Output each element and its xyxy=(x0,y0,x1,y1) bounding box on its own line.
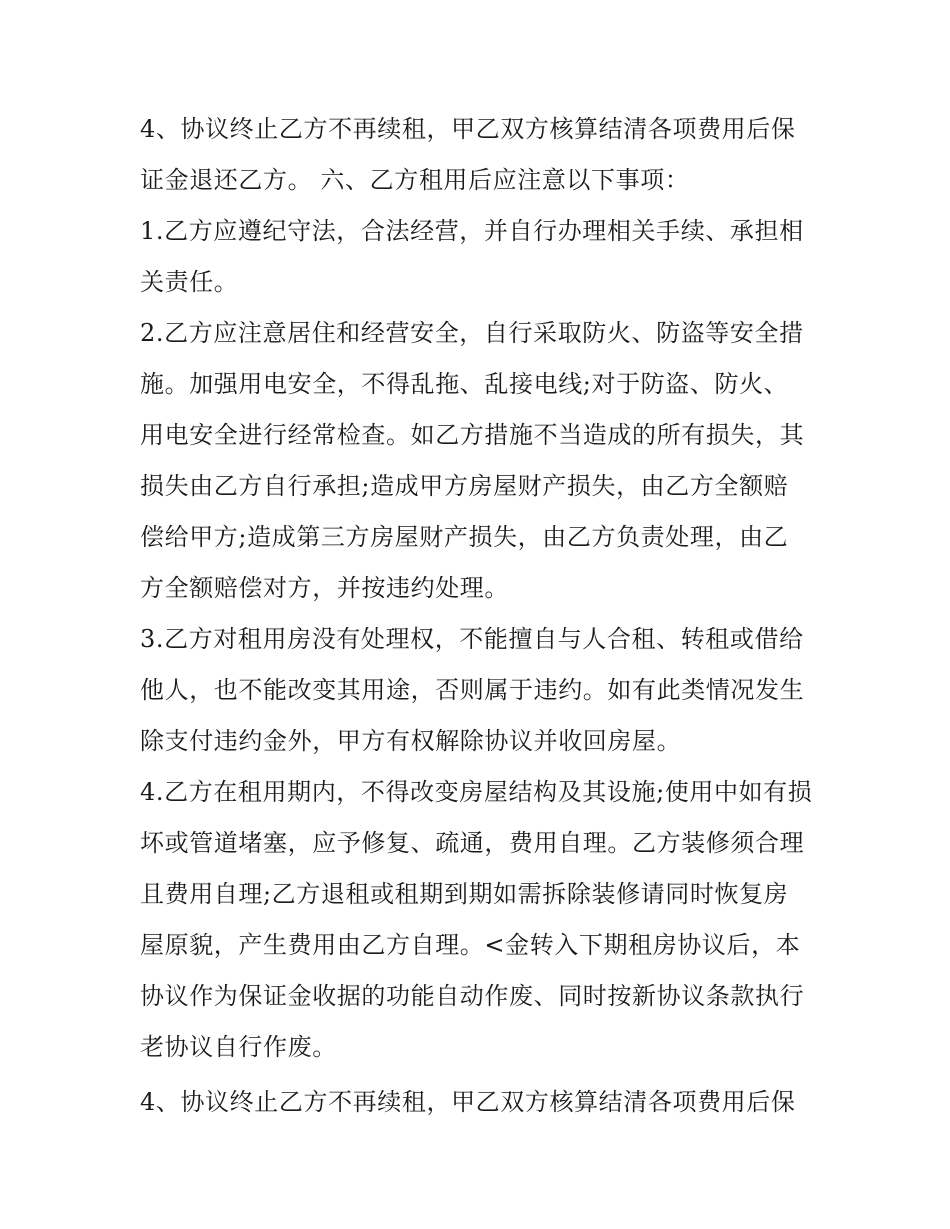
text-line: 关责任。 xyxy=(140,268,239,296)
document-body xyxy=(140,104,820,1128)
text-line: 损失由乙方自行承担;造成甲方房屋财产损失，由乙方全额赔 xyxy=(140,472,789,500)
text-line: 施。加强用电安全，不得乱拖、乱接电线;对于防盗、防火、 xyxy=(140,370,789,398)
text-line: 协议作为保证金收据的功能自动作废、同时按新协议条款执行 xyxy=(140,982,805,1010)
text-line: 1.乙方应遵纪守法，合法经营，并自行办理相关手续、承担相 xyxy=(140,217,804,245)
text-line: 3.乙方对租用房没有处理权，不能擅自与人合租、转租或借给 xyxy=(140,625,804,653)
text-line: 4.乙方在租用期内，不得改变房屋结构及其设施;使用中如有损 xyxy=(140,778,813,806)
text-line: 屋原貌，产生费用由乙方自理。<金转入下期租房协议后，本 xyxy=(140,931,801,959)
text-line: 偿给甲方;造成第三方房屋财产损失，由乙方负责处理，由乙 xyxy=(140,523,789,551)
text-line: 方全额赔偿对方，并按违约处理。 xyxy=(140,574,509,602)
text-line: 老协议自行作废。 xyxy=(140,1033,337,1061)
text-line: 除支付违约金外，甲方有权解除协议并收回房屋。 xyxy=(140,727,682,755)
text-line: 4、协议终止乙方不再续租，甲乙双方核算结清各项费用后保 xyxy=(140,1088,796,1116)
text-line: 证金退还乙方。 六、乙方租用后应注意以下事项： xyxy=(140,166,690,194)
text-line: 且费用自理;乙方退租或租期到期如需拆除装修请同时恢复房 xyxy=(140,880,789,908)
text-line: 2.乙方应注意居住和经营安全，自行采取防火、防盗等安全措 xyxy=(140,319,804,347)
text-line: 用电安全进行经常检查。如乙方措施不当造成的所有损失，其 xyxy=(140,421,805,449)
text-line: 他人，也不能改变其用途，否则属于违约。如有此类情况发生 xyxy=(140,676,805,704)
text-line: 坏或管道堵塞，应予修复、疏通，费用自理。乙方装修须合理 xyxy=(140,829,805,857)
text-line: 4、协议终止乙方不再续租，甲乙双方核算结清各项费用后保 xyxy=(140,115,796,143)
